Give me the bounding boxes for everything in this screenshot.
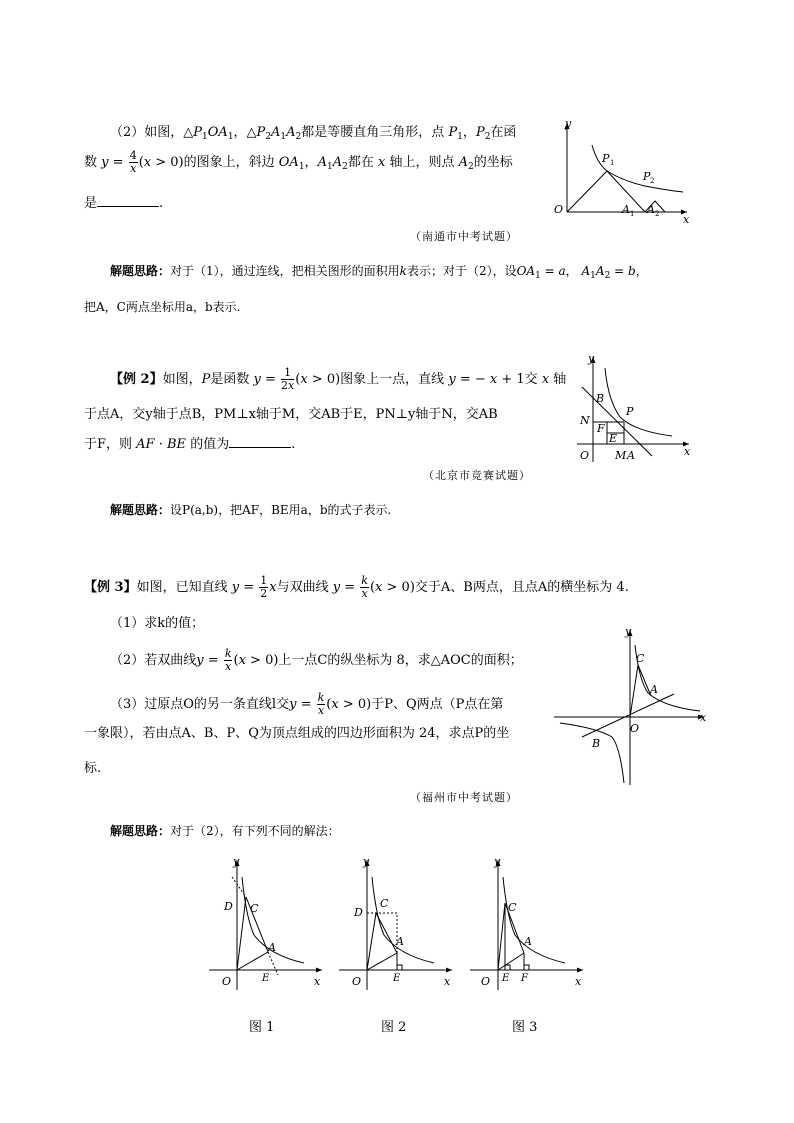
line-ab xyxy=(582,694,674,737)
q2-line2: 数 y = $\frac{4}{x}$ (x > 0)的图象上，斜边 $OA_1$，$A_1A_2$都在 x 轴上，则点 $A_2$的坐标 xyxy=(84,149,513,175)
hyperbola-curve xyxy=(605,368,672,436)
origin-label: O xyxy=(580,449,590,462)
figure-3-caption: 图 3 xyxy=(512,1020,538,1035)
segment-oa xyxy=(498,953,524,970)
hint2-line xyxy=(110,501,391,518)
ex3-p3-line2: 一象限），若由点A、B、P、Q为顶点组成的四边形面积为 24，求点P的坐 xyxy=(84,726,510,741)
ex3-text-b: 与双曲线 xyxy=(276,580,329,595)
q2-source: （南通市中考试题） xyxy=(410,230,518,243)
dashed-ae xyxy=(268,952,278,975)
figure-2-caption: 图 2 xyxy=(381,1020,407,1035)
q2-line1-b: 都是等腰直角三角形，点 xyxy=(301,125,445,140)
answer-blank xyxy=(229,435,291,448)
right-angle-mark-f xyxy=(524,965,529,970)
ex3-p3-b: 于P、Q两点（P点在第 xyxy=(371,697,504,712)
p1-label: P xyxy=(602,152,610,165)
p2-label: P xyxy=(643,170,651,183)
right-angle-mark xyxy=(397,965,402,970)
d-label: D xyxy=(224,900,233,913)
x-label: x xyxy=(575,975,582,988)
p-label: P xyxy=(626,405,634,418)
ex3-p2-b: 上一点C的纵坐标为 8，求△AOC的面积； xyxy=(278,653,523,668)
hint2-text: 设P(a,b)，把AF，BE用a，b的式子表示. xyxy=(170,503,392,517)
a-label: A xyxy=(396,935,404,948)
q2-line2-e: 的坐标 xyxy=(473,155,513,170)
ex3-text-c: 交于A、B两点，且点A的横坐标为 4. xyxy=(414,580,629,595)
hint2-label: 解题思路： xyxy=(110,503,171,517)
origin-label: O xyxy=(481,975,491,988)
hint1-text-b: 表示；对于（2），设 xyxy=(406,264,517,278)
q2-line2-a: 数 xyxy=(84,155,98,170)
dashed-dc xyxy=(232,877,246,897)
y-label: y xyxy=(625,625,632,638)
d-label: D xyxy=(354,906,363,919)
f-label: F xyxy=(597,422,605,435)
a2-sub: 2 xyxy=(655,210,660,218)
origin-label: O xyxy=(554,203,564,216)
y-label: y xyxy=(494,855,501,868)
ex2-text-b: 是函数 xyxy=(210,372,250,387)
origin-label: O xyxy=(630,722,640,735)
ex2-line1: 【例 2】如图，P是函数 y = $\frac{1}{2x}$ (x > 0)图象上一点，直线 y = − x + 1交 x 轴 xyxy=(110,366,567,392)
a-label: A xyxy=(268,941,276,954)
c-label: C xyxy=(508,901,517,914)
figure-3 xyxy=(465,855,590,995)
m-label: M xyxy=(615,449,627,462)
hint1-line1: 解题思路：对于（1），通过连线，把相关图形的面积用k表示；对于（2），设$OA_1 = a$， $A_1A_2 = b$， xyxy=(110,264,648,281)
ex2-text-a: 如图， xyxy=(162,372,202,387)
a1-sub: 1 xyxy=(630,210,635,218)
hint1-line2: 把A，C两点坐标用a，b表示. xyxy=(84,300,241,314)
answer-blank xyxy=(97,194,159,207)
x-label: x xyxy=(700,711,707,724)
segment-ca xyxy=(376,913,397,953)
q2-line2-d: 轴上，则点 xyxy=(389,155,455,170)
triangle-p1-o-a1 xyxy=(567,171,645,212)
hint3-label: 解题思路： xyxy=(110,824,171,838)
e-label: E xyxy=(609,432,618,445)
e-label: E xyxy=(393,973,401,984)
segment-oa xyxy=(367,953,397,970)
fraction-4-over-x: $\frac{4}{x}$ xyxy=(129,149,137,175)
hint3-text: 对于（2），有下列不同的解法： xyxy=(170,824,340,838)
e-label: E xyxy=(262,973,270,984)
ex2-line3-a: 于F，则 xyxy=(84,437,133,452)
a-label: A xyxy=(524,935,532,948)
y-label: y xyxy=(363,855,370,868)
fraction-k-over-x: $\frac{k}{x}$ xyxy=(361,574,368,600)
q2-line1-a: （2）如图，△ xyxy=(110,125,194,140)
y-label: y xyxy=(233,855,240,868)
f-label: F xyxy=(521,973,528,984)
figure-2 xyxy=(334,855,459,995)
ex2-text-c: 图象上一点，直线 xyxy=(340,372,445,387)
q2-line1-c: 在函 xyxy=(490,125,517,140)
p1-sub: 1 xyxy=(610,159,615,167)
x-axis-arrow xyxy=(577,968,583,973)
hyperbola-first-quadrant xyxy=(635,645,700,711)
y-label: y xyxy=(588,352,595,365)
ex3-figure xyxy=(552,625,712,787)
ex3-p1: （1）求k的值； xyxy=(110,616,205,631)
ex3-label: 【例 3】 xyxy=(84,580,137,595)
q2-line3: 是 . xyxy=(84,196,164,211)
x-label: x xyxy=(684,445,691,458)
q2-line2-b: 的图象上，斜边 xyxy=(183,155,275,170)
a1-label: A xyxy=(622,203,630,216)
x-label: x xyxy=(444,975,451,988)
a-label: A xyxy=(627,449,635,462)
q2-line1: （2）如图，$\triangle P_1OA_1$，$\triangle P_2A_1A_2$都是等腰直角三角形，点 $P_1$，$P_2$在函 xyxy=(110,125,517,142)
n-label: N xyxy=(580,414,590,427)
ex3-p2-a: （2）若双曲线 xyxy=(110,653,197,668)
hint3-line xyxy=(110,822,340,839)
q2-line2-c: 都在 xyxy=(347,155,374,170)
x-label: x xyxy=(683,213,690,225)
figure-1 xyxy=(204,855,329,995)
c-label: C xyxy=(380,897,389,910)
b-label: B xyxy=(596,392,605,405)
segment-oc xyxy=(498,903,505,970)
ex3-p3-line3: 标. xyxy=(84,761,102,776)
y-label: y xyxy=(565,117,572,130)
fraction-1-over-2: $\frac{1}{2}$ xyxy=(260,574,268,600)
hint1-text-a: 对于（1），通过连线，把相关图形的面积用 xyxy=(170,264,400,278)
ex2-label: 【例 2】 xyxy=(110,372,163,387)
ex3-text-a: 如图，已知直线 xyxy=(136,580,228,595)
ex3-p3-a: （3）过原点O的另一条直线l交 xyxy=(110,697,290,712)
right-angle-mark-e xyxy=(505,965,510,970)
ex3-source: （福州市中考试题） xyxy=(410,791,518,804)
ex2-line2: 于点A，交y轴于点B，PM⊥x轴于M，交AB于E，PN⊥y轴于N，交AB xyxy=(84,407,498,422)
p2-sub: 2 xyxy=(650,177,655,185)
fraction-k-over-x: $\frac{k}{x}$ xyxy=(224,647,232,673)
ex3-line1: 【例 3】如图，已知直线 y = $\frac{1}{2}$ x与双曲线 y = $\frac{k}{x}$ (x > 0)交于A、B两点，且点A的横坐标为 4. xyxy=(84,574,629,600)
ex2-line3-b: 的值为 xyxy=(190,437,230,452)
a2-label: A xyxy=(647,203,655,216)
segment-oc xyxy=(237,897,246,970)
ex2-figure xyxy=(572,352,694,466)
segment-oc xyxy=(630,665,638,717)
fraction-1-over-2x: $\frac{1}{2x}$ xyxy=(281,366,295,392)
ex2-line3: 于F，则 AF · BE 的值为 . xyxy=(84,437,296,452)
x-label: x xyxy=(314,975,321,988)
ex2-source: （北京市竞赛试题） xyxy=(423,469,531,482)
fraction-k-over-x: $\frac{k}{x}$ xyxy=(317,691,325,717)
b-label: B xyxy=(592,737,601,750)
a-label: A xyxy=(650,683,658,696)
e-label: E xyxy=(502,973,510,984)
hyperbola-curve xyxy=(503,877,565,963)
ex2-text-d: 交 xyxy=(524,372,538,387)
origin-label: O xyxy=(222,975,232,988)
x-axis-arrow xyxy=(316,968,322,973)
hint1-label: 解题思路： xyxy=(110,264,171,278)
ex3-p3: （3）过原点O的另一条直线l交y = $\frac{k}{x}$ (x > 0)于P、Q两点（P点在第 xyxy=(110,691,504,717)
origin-label: O xyxy=(352,975,362,988)
ex3-p2: （2）若双曲线y = $\frac{k}{x}$ (x > 0)上一点C的纵坐标为 8，求△AOC的面积； xyxy=(110,647,523,673)
figure-1-caption: 图 1 xyxy=(249,1020,275,1035)
hyperbola-curve xyxy=(372,877,434,963)
c-label: C xyxy=(636,652,645,665)
q2-figure xyxy=(545,115,695,225)
q2-line3-text: 是 xyxy=(84,196,98,211)
segment-oc xyxy=(367,913,376,970)
segment-oa xyxy=(237,952,268,970)
ex2-text-e: 轴 xyxy=(553,372,567,387)
c-label: C xyxy=(250,902,259,915)
x-axis-arrow xyxy=(446,968,452,973)
